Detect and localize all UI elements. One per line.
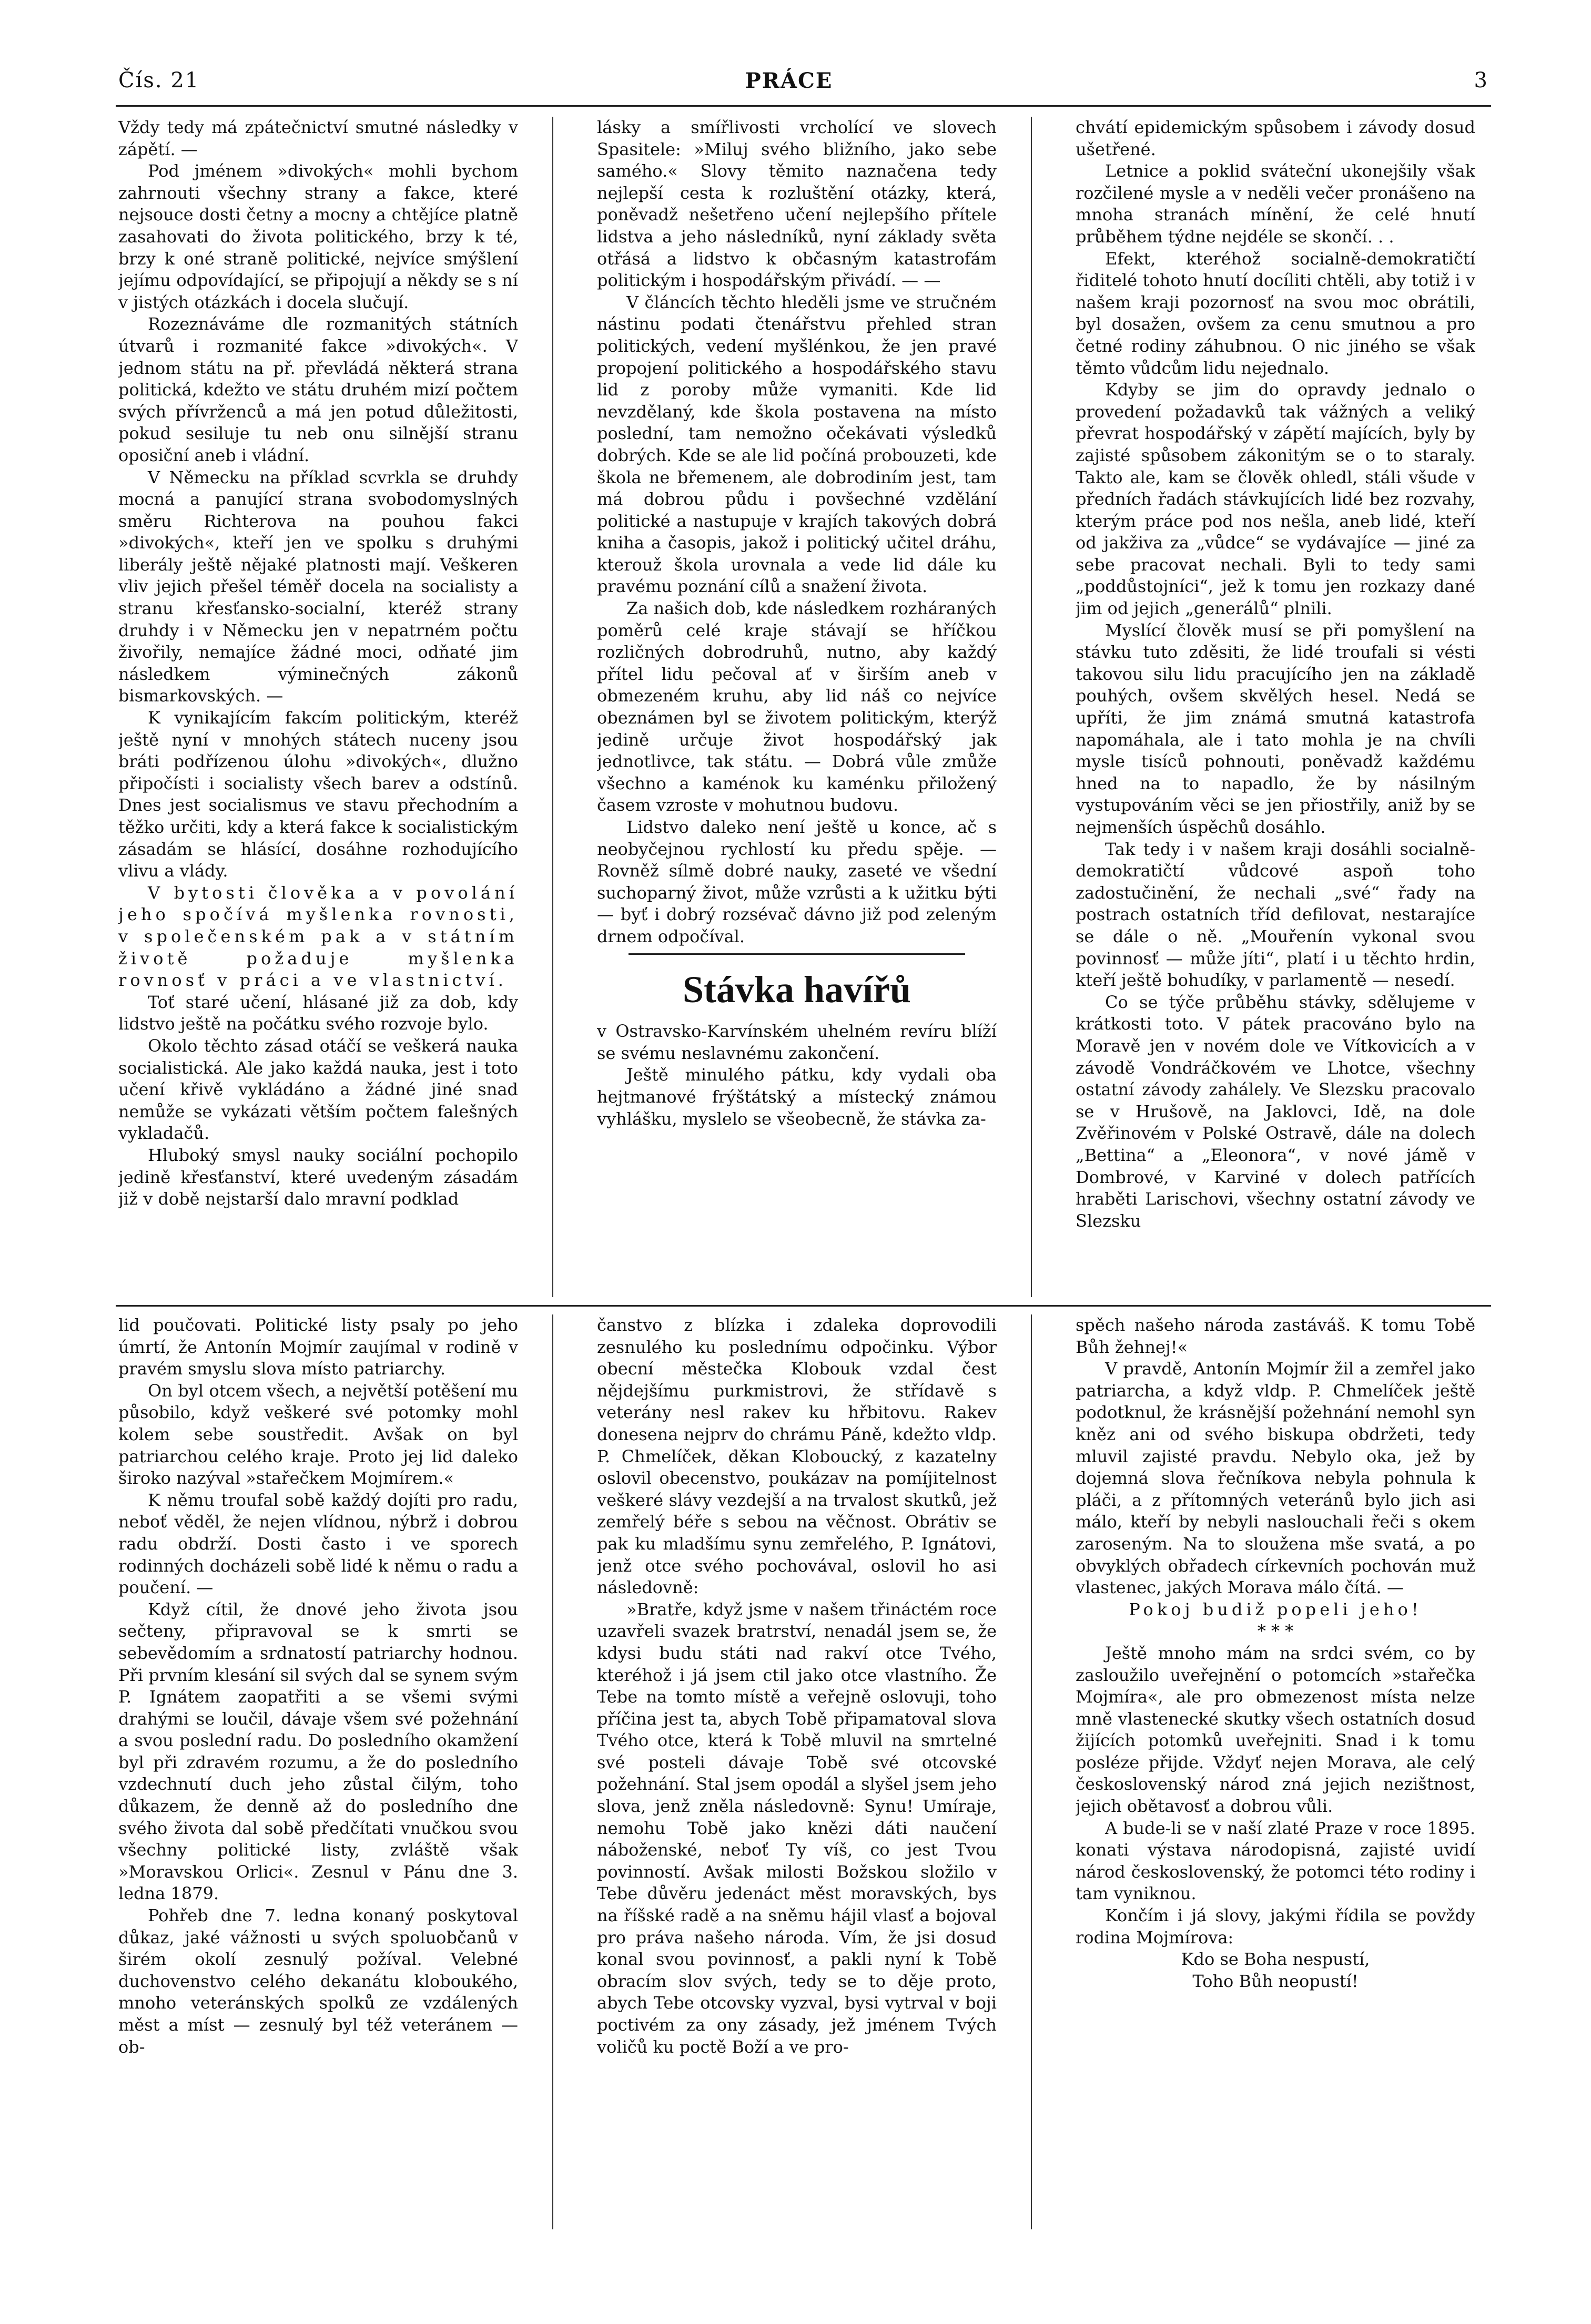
top-column-1 [118,117,518,1297]
bottom-column-1 [118,1314,518,2229]
column-divider [552,1314,553,2229]
headline-rule [629,953,965,955]
paragraph: lid poučovati. Politické listy psaly po jeho úmrtí, že Antonín Mojmír zaujímal v rodině v pravém smyslu slova místo patriarchy. [118,1315,518,1379]
paragraph: Pod jménem »divokých« mohli bychom zahrnouti všechny strany a fakce, které nejsouce dosti četny a mocny a chtějíce platně zasahovati do života politického, brzy k té, brzy k oné straně politické, nejvíce smýšlení jejímu odpovídající, se připojují a někdy se s ní v jistých otázkách i docela slučují. [118,161,518,312]
paragraph: Kdo se Boha nespustí, [1181,1949,1370,1970]
paragraph: Když cítil, že dnové jeho života jsou sečteny, připravoval se k smrti se sebevědomím a srdnatostí patriarchy hodnou. Při prvním klesání sil svých dal se synem svým P. Ignátem zaopatřiti a se všemi svými drahými se loučil, dávaje všem své požehnání a svou poslední radu. Do posledního okamžení byl při zdravém rozumu, a že do posledního vzdechnutí duch jeho zůstal čilým, toho důkazem, že denně až do posledního dne svého života dal sobě předčítati vnučkou svou všechny politické listy, zvláště však »Moravskou Orlici«. Zesnul v Pánu dne 3. ledna 1879. [118,1599,518,1904]
top-column-3 [1076,117,1475,1297]
paragraph: lásky a smířlivosti vrcholící ve slovech Spasitele: »Miluj svého bližního, jako sebe samého.« Slovy těmito naznačena tedy nejlepší cesta k rozluštění otázky, která, poněvadž nešetřeno učení nejlepšího přítele lidstva a jeho následníků, nyní základy světa otřásá a lidstvo k občasným katastrofám politickým i hospodářským přivádí. — — [597,117,997,291]
paragraph: Pohřeb dne 7. ledna konaný poskytoval důkaz, jaké vážnosti u svých spoluobčanů v širém okolí zesnulý požíval. Velebné duchovenstvo celého dekanátu kloboukého, mnoho veteránských spolků ze vzdálených měst a míst — zesnulý byl též veteránem — ob- [118,1905,518,2057]
paragraph: Toť staré učení, hlásané již za dob, kdy lidstvo ještě na počátku svého rozvoje bylo. [118,992,518,1034]
paragraph: V Německu na příklad scvrkla se druhdy mocná a panující strana svobodomyslných směru Richterova na pouhou fakci »divokých«, kteří jen ve spolku s druhými liberály ještě nějaké platnosti mají. Veškeren vliv jejich přešel téměř docela na socialisty a stranu křesťansko-socialní, kteréž strany druhdy i v Německu jen v nepatrném počtu živořily, nemajíce žádné moci, odňaté jim následkem výminečných zákonů bismarkovských. — [118,467,518,706]
issue-number: Čís. 21 [118,68,200,93]
paragraph: Vždy tedy má zpátečnictví smutné následky v zápětí. — [118,117,518,159]
paragraph: V článcích těchto hleděli jsme ve stručném nástinu podati čtenářstvu přehled stran politických, vedení myšlénkou, že jen pravé propojení politického a hospodářského stavu lid z poroby může vymaniti. Kde lid nevzdělaný, kde škola postavena na místo poslední, tam nemožno očekávati výsledků dobrých. Kde se ale lid počíná probouzeti, kde škola ne břemenem, ale dobrodiním jest, tam má dobrou půdu i povšechné vzdělání politické a nastupuje v krajích takových dobrá kniha a časopis, jakož i politický učitel dráhu, kterouž škola urovnala a vede lid dále ku pravému poznání cílů a snažení života. [597,292,997,597]
bottom-column-2 [597,1314,997,2229]
paragraph: V pravdě, Antonín Mojmír žil a zemřel jako patriarcha, a když vldp. P. Chmelíček ještě podotknul, že krásnější požehnání nemohl syn kněz ani od svého biskupa obdržeti, tedy mluvil zajisté pravdu. Nebylo oka, jež by dojemná slova řečníkova nebyla pohnula k pláči, a z přítomných veteránů bylo jich asi málo, kteří by nebyli naslouchali řeči s okem zaroseným. Na to sloužena mše svatá, a po obvyklých obřadech církevních pochován muž vlastenec, jakých Morava málo čítá. — [1076,1359,1475,1598]
paragraph: K vynikajícím fakcím politickým, kteréž ještě nyní v mnohých státech nuceny jsou bráti podřízenou úlohu »divokých«, dlužno připočísti i socialisty všech barev a odstínů. Dnes jest socialismus ve stavu přechodním a těžko určiti, kdy a která fakce k socialistickým zásadám se hlásící, dosáhne rozhodujícího vlivu a vlády. [118,708,518,881]
paragraph: čanstvo z blízka i zdaleka doprovodili zesnulého ku poslednímu odpočinku. Výbor obecní městečka Klobouk vzdal čest nějdejšímu purkmistrovi, že střídavě s veterány nesl rakev ku hřbitovu. Rakev donesena nejprv do chrámu Páně, kdežto vldp. P. Chmelíček, děkan Kloboucký, z kazatelny oslovil obecenstvo, poukázav na pomíjitelnost veškeré slávy vezdejší a na trvalost skutků, jež zemřelý béře s sebou na věčnost. Obrátiv se pak ku mladšímu synu zemřelého, P. Ignátovi, jenž otce svého pochovával, oslovil ho asi následovně: [597,1315,997,1598]
paragraph: »Bratře, když jsme v našem třináctém roce uzavřeli svazek bratrství, nenadál jsem se, že kdysi budu státi nad rakví otce Tvého, kteréhož i já jsem ctil jako otce vlastního. Že Tebe na tomto místě a veřejně oslovuji, toho příčina jest ta, abych Tobě připamatoval slova Tvého otce, která k Tobě mluvil na smrtelné své posteli dávaje Tobě své otcovské požehnání. Stal jsem opodál a slyšel jsem jeho slova, jenž zněla následovně: Synu! Umírajе, nemohu Tobě jako knězi dáti naučení náboženské, neboť Ty víš, co jest Tvou povinností. Avšak milosti Božskou složilo v Tebe důvěru jedenáct měst moravských, bys na říšské radě a na sněmu hájil vlasť a bojoval pro práva našeho národa. Vím, že jsi dosud konal svou povinnosť, a pakli nyní k Tobě obracím slov svých, tedy se to děje proto, abych Tebe otcovsky vyzval, bysi vytrval v boji poctivém za ony zásady, jež jménem Tvých voličů ku poctě Boží a ve pro- [597,1599,997,2057]
top-column-2 [597,117,997,1297]
paragraph: v Ostravsko-Karvínském uhelném revíru blíží se svému neslavnému zakončení. [597,1021,997,1063]
page-number: 3 [1474,68,1488,93]
bottom-column-3 [1076,1314,1475,2229]
paragraph: Pokoj budiž popeli jeho! [1129,1599,1422,1619]
section-rule [116,1305,1491,1307]
paragraph: Ještě minulého pátku, kdy vydali oba hejtmanové frýštátský a místecký známou vyhlášku, myslelo se všeobecně, že stávka za- [597,1065,997,1129]
paragraph: * * * [1257,1621,1294,1642]
paragraph: Co se týče průběhu stávky, sdělujeme v krátkosti toto. V pátek pracováno bylo na Moravě jen v novém dole ve Vítkovicích a v závodě Vondráčkovém ve Lhotce, všechny ostatní závody zahálely. Ve Slezsku pracovalo se v Hrušově, na Jaklovci, Idě, na dole Zvěřinovém v Polské Ostravě, dále na dolech „Bettina“ a „Eleonora“, v nové jámě v Dombrové, v Karviné v dolech patřících hraběti Larischovi, všechny ostatní závody ve Slezsku [1076,992,1475,1231]
paragraph: Efekt, kteréhož socialně-demokratičtí řiditelé tohoto hnutí docíliti chtěli, aby totiž i v našem kraji pozornosť na svou moc obrátili, byl dosažen, ovšem za cenu smutnou a pro četné rodiny záhubnou. O nic jiného se však těmto vůdcům lidu nejednalo. [1076,248,1475,378]
column-divider [1031,1314,1032,2229]
paragraph: A bude-li se v naší zlaté Praze v roce 1895. konati výstava národopisná, zajisté uvidí národ československý, že potomci této rodiny i tam vyniknou. [1076,1818,1475,1904]
paragraph: V bytosti člověka a v povolání jeho spočívá myšlenka rovnosti, v společenském pak a v státním životě požaduje myšlenka rovnosť v práci a ve vlastnictví. [118,882,518,991]
paragraph: Ještě mnoho mám na srdci svém, co by zasloužilo uveřejnění o potomcích »stařečka Mojmíra«, ale pro obmezenost místa nelze mně vlastenecké skutky všech ostatních dosud žijících potomků uveřejniti. Snad i k tomu posléze přijde. Vždyť nejen Morava, ale celý československý národ zná jejich nezištnost, jejich obětavosť a dobrou vůli. [1076,1643,1475,1817]
paragraph: Tak tedy i v našem kraji dosáhli socialně-demokratičtí vůdcové aspoň toho zadostučinění, že nechali „své“ řady na postrach ostatních tříd defilovat, nestarajíce se dále o ně. „Mouřenín vykonal svou povinnosť — může jíti“, platí i u těchto hrdin, kteří ještě bohudíky, v parlamentě — nesedí. [1076,839,1475,991]
column-divider [1031,117,1032,1297]
paragraph: Myslící člověk musí se při pomyšlení na stávku tuto zděsiti, že lidé troufali si vésti takovou silu lidu pracujícího jen na základě pouhých, ovšem skvělých hesel. Nedá se upříti, že jim známá smutná katastrofa napomáhala, ale i tato mohla je na chvíli mysle tisíců pohnouti, poněvadž každému hned na to napadlo, že by násilným vystupováním věci se jen přiostřily, aniž by se nejmenších úspěchů dosáhlo. [1076,620,1475,837]
paragraph: Hluboký smysl nauky sociální pochopilo jedině křesťanství, které uvedeným zásadám již v době nejstarší dalo mravní podklad [118,1145,518,1209]
paragraph: On byl otcem všech, a největší potěšení mu působilo, když veškeré své potomky mohl kolem sebe soustředit. Avšak on byl patriarchou celého kraje. Proto jej lid daleko široko nazýval »stařečkem Mojmírem.« [118,1380,518,1489]
paragraph: Letnice a poklid sváteční ukonejšily však rozčilené mysle a v neděli večer pronášeno na mnoha stranách mínění, že celé hnutí průběhem týdne nejdéle se skončí. . . [1076,161,1475,247]
paragraph: Kdyby se jim do opravdy jednalo o provedení požadavků tak vážných a veliký převrat hospodářský v zápětí majících, byly by zajisté spůsobem zákonitým se o to staraly. Takto ale, kam se člověk ohledl, stáli všude v předních řadách stávkujících lidé bez rozvahy, kterým práce pod nos nešla, aneb lidé, kteří od jakživa za „vůdce“ se vydávajíce — jiné za sebe pracovat nechali. Byli to tedy sami „poddůstojníci“, jež k tomu jen rozkazy dané jim od jejich „generálů“ plnili. [1076,380,1475,619]
paragraph: Okolo těchto zásad otáčí se veškerá nauka socialistická. Ale jako každá nauka, jest i toto učení křivě vykládáno a žádné jiné snad nemůže se vykázati větším počtem falešných vykladačů. [118,1035,518,1144]
paragraph: Toho Bůh neopustí! [1192,1971,1359,1991]
paragraph: Za našich dob, kde následkem rozháraných poměrů celé kraje stávají se hříčkou rozličných dobrodruhů, nutno, aby každý přítel lidu pečoval ať v širším aneb v obmezeném kruhu, aby lid náš co nejvíce obeznámen byl se životem politickým, kterýž jedině určuje život hospodářský jak jednotlivce, tak státu. — Dobrá vůle zmůže všechno a kaménok ku kaménku přiložený časem vzroste v mohutnou budovu. [597,598,997,816]
header-rule [116,105,1491,107]
paragraph: Lidstvo daleko není ještě u konce, ač s neobyčejnou rychlostí ku předu spěje. — Rovněž sílmě dobré nauky, zaseté ve všední suchoparný život, může vzrůsti a k užitku býti — byť i dobrý rozsévač dávno již pod zeleným drnem odpočíval. [597,817,997,946]
column-divider [552,117,553,1297]
paragraph: Končím i já slovy, jakými řídila se povždy rodina Mojmírova: [1076,1905,1475,1948]
masthead: PRÁCE [745,68,833,93]
paragraph: K němu troufal sobě každý dojíti pro radu, neboť věděl, že nejen vlídnou, nýbrž i dobrou radu obdrží. Dosti často i ve sporech rodinných docházeli sobě lidé k němu o radu a poučení. — [118,1490,518,1598]
paragraph: Rozeznáváme dle rozmanitých státních útvarů i rozmanité fakce »divokých«. V jednom státu na př. převládá některá strana politická, kdežto ve státu druhém mizí počtem svých přívrženců a má jen potud důležitosti, pokud sesiluje tu neb onu silnější stranu oposiční aneb i vládní. [118,314,518,465]
article-headline: Stávka havířů [682,968,911,1011]
paragraph: spěch našeho národa zastáváš. K tomu Tobě Bůh žehnej!« [1076,1315,1475,1357]
paragraph: chvátí epidemickým spůsobem i závody dosud ušetřené. [1076,117,1475,159]
